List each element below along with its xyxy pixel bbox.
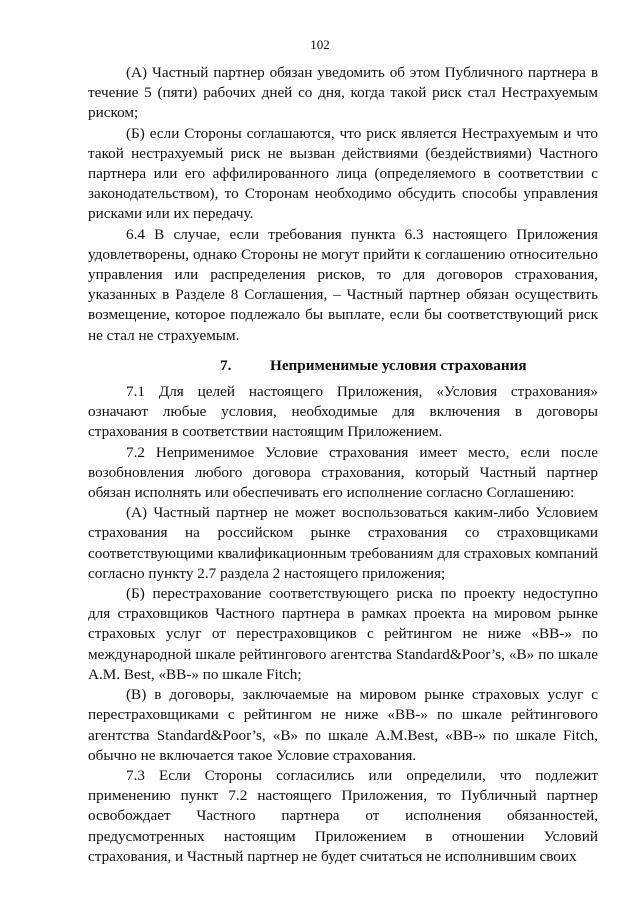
paragraph-a-notify: (А) Частный партнер обязан уведомить об этом Публичного партнера в течение 5 (пяти) рабочих дней со дня, когда такой риск стал Нестрахуемым риском; — [88, 64, 598, 122]
page-number: 102 — [310, 37, 330, 52]
paragraph-7-1: 7.1 Для целей настоящего Приложения, «Условия страхования» означают любые условия, необходимые для включения в договоры страхования в соответствии настоящим Приложением. — [88, 383, 598, 441]
paragraph-6-4: 6.4 В случае, если требования пункта 6.3 настоящего Приложения удовлетворены, однако Стороны не могут прийти к соглашению относительно управления или распределения рисков, то для договоров страхования, указанных в Разделе 8 Соглашения, – Частный партнер обязан осуществить возмещение, которое подлежало бы выплате, если бы соответствующий риск не стал не страхуемым. — [88, 225, 598, 344]
paragraph-7-2: 7.2 Неприменимое Условие страхования имеет место, если после возобновления любого договора страхования, который Частный партнер обязан исполнять или обеспечивать его исполнение согласно Соглашению: — [88, 443, 598, 502]
section-number: 7. — [220, 356, 232, 374]
paragraph-7-2-a: (А) Частный партнер не может воспользоваться каким-либо Условием страхования на российском рынке страхования со страховщиками соответствующими квалификационным требованиям для страховых компаний согласно пункту 2.7 раздела 2 настоящего приложения; — [88, 504, 598, 582]
paragraph-7-2-b: (Б) перестрахование соответствующего риска по проекту недоступно для страховщиков Частного партнера в рамках проекта на мировом рынке страховых услуг от перестраховщиков с рейтингом не ниже «ВВ-» по международной шкале рейтингового агентства Standard&Poor’s, «В» по шкале A.M. Best, «ВВ-» по шкале Fitch; — [88, 585, 598, 683]
section-title: Неприменимые условия страхования — [270, 356, 527, 374]
paragraph-b-uninsurable: (Б) если Стороны соглашаются, что риск является Нестрахуемым и что такой нестрахуемый риск не вызван действиями (бездействиями) Частного партнера или его аффилированного лица (определяемого в соответствии с законодательством), то Сторонам необходимо обсудить способы управления рисками или их передачу. — [88, 124, 598, 223]
paragraph-7-2-c: (В) в договоры, заключаемые на мировом рынке страховых услуг с перестраховщиками с рейтингом не ниже «ВВ-» по шкале рейтингового агентства Standard&Poor’s, «В» по шкале A.M.Best, «ВВ-» по шкале Fitch, обычно не включается такое Условие страхования. — [88, 686, 598, 764]
document-body — [88, 63, 598, 867]
section-heading — [88, 356, 598, 376]
paragraph-7-3: 7.3 Если Стороны согласились или определили, что подлежит применению пункт 7.2 настоящего Приложения, то Публичный партнер освобождает Частного партнера от исполнения обязанностей, предусмотренных настоящим Приложением в отношении Условий страхования, и Частный партнер не будет считаться не исполнившим своих — [88, 766, 598, 865]
